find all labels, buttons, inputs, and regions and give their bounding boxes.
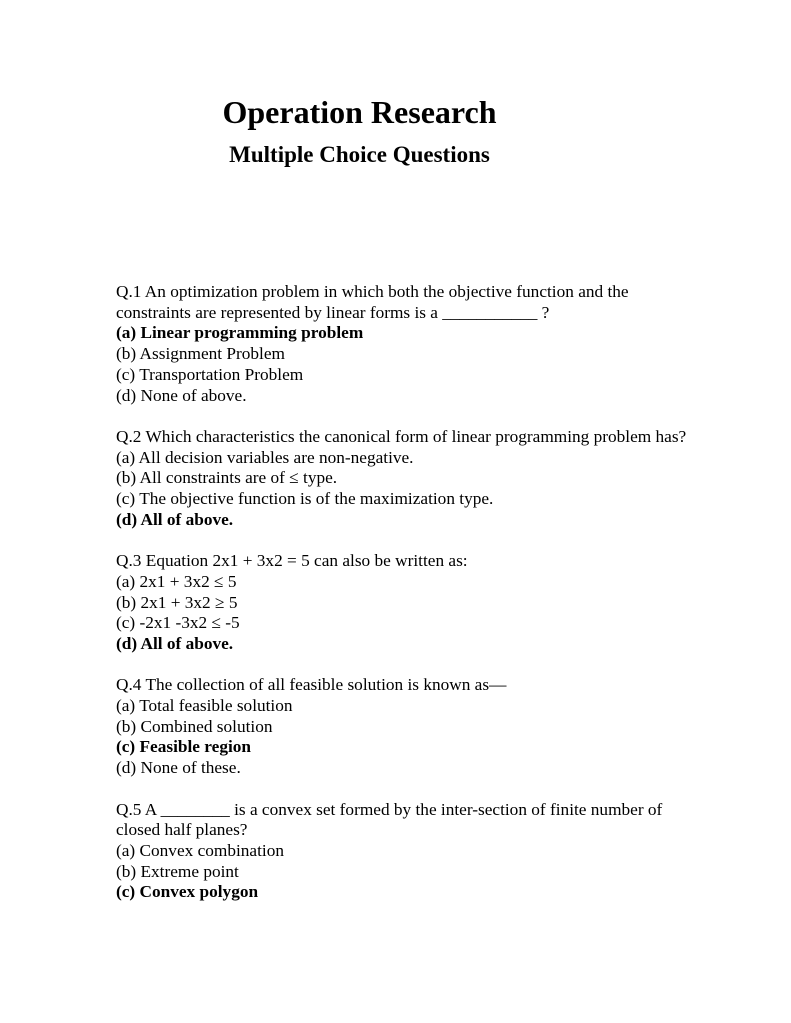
- option-b: (b) 2x1 + 3x2 ≥ 5: [116, 592, 238, 612]
- option-b: (b) Assignment Problem: [116, 344, 285, 364]
- option-a: (a) Total feasible solution: [116, 696, 293, 716]
- option-d: (d) All of above.: [116, 633, 234, 653]
- option-a: (a) All decision variables are non-negative.: [116, 447, 414, 467]
- option-c: (c) -2x1 -3x2 ≤ -5: [116, 613, 240, 633]
- option-b: (b) Combined solution: [116, 716, 273, 736]
- option-a: (a) Convex combination: [116, 840, 284, 860]
- option-d: (d) None of above.: [116, 385, 247, 405]
- question-1: [116, 282, 696, 406]
- page-title: Operation Research: [222, 94, 497, 130]
- page-subtitle: Multiple Choice Questions: [229, 142, 490, 167]
- question-3: [116, 551, 696, 655]
- option-a: (a) 2x1 + 3x2 ≤ 5: [116, 571, 237, 591]
- question-text: Q.4 The collection of all feasible solution is known as—: [116, 675, 507, 695]
- option-d: (d) None of these.: [116, 758, 241, 778]
- option-d: (d) All of above.: [116, 509, 234, 529]
- question-text: Q.2 Which characteristics the canonical form of linear programming problem has?: [116, 426, 687, 446]
- option-c: (c) The objective function is of the maximization type.: [116, 489, 494, 509]
- question-text: Q.3 Equation 2x1 + 3x2 = 5 can also be written as:: [116, 551, 468, 571]
- option-a: (a) Linear programming problem: [116, 323, 364, 343]
- option-c: (c) Feasible region: [116, 737, 252, 757]
- question-text: Q.5 A ________ is a convex set formed by the inter-section of finite number of closed half planes?: [116, 799, 663, 840]
- question-2: [116, 427, 696, 531]
- option-c: (c) Transportation Problem: [116, 364, 304, 384]
- question-5: [116, 800, 696, 904]
- question-list: [116, 282, 696, 924]
- question-text: Q.1 An optimization problem in which both the objective function and the constraints are represented by linear forms is a ___________ ?: [116, 282, 629, 322]
- option-b: (b) All constraints are of ≤ type.: [116, 468, 338, 488]
- option-c: (c) Convex polygon: [116, 882, 259, 902]
- option-b: (b) Extreme point: [116, 861, 239, 881]
- question-4: [116, 675, 696, 779]
